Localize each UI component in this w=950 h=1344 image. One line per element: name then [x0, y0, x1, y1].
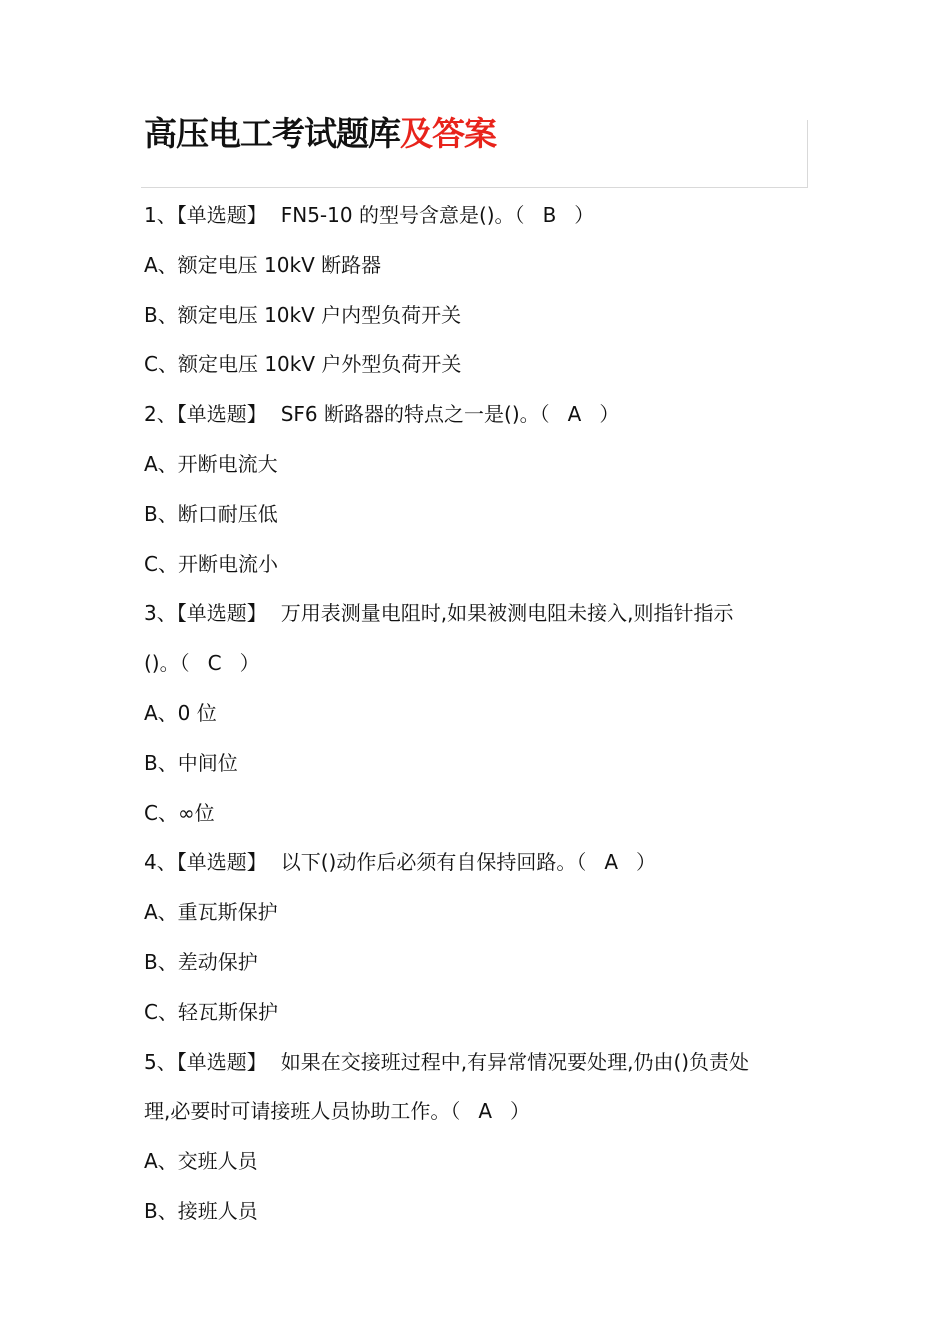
question-2-close: ） [599, 402, 620, 427]
question-5-option-b: B、接班人员 [144, 1198, 258, 1223]
question-1-option-a: A、额定电压 10kV 断路器 [144, 252, 382, 277]
question-3-stem [144, 589, 814, 639]
question-3-text-cont: ()。（ [144, 651, 190, 676]
question-3-stem-cont [144, 639, 814, 689]
question-2-answer: A [567, 402, 582, 427]
title-accent: 及答案 [400, 114, 496, 153]
question-4-option-a: A、重瓦斯保护 [144, 900, 278, 925]
question-list [144, 191, 814, 1237]
question-5-answer: A [478, 1099, 493, 1124]
question-2-option-a: A、开断电流大 [144, 451, 278, 476]
question-4-option-c: C、轻瓦斯保护 [144, 999, 278, 1024]
title-main: 高压电工考试题库 [144, 114, 400, 153]
question-4-prefix: 4、【单选题】 [144, 850, 267, 875]
question-2-option-c: C、开断电流小 [144, 551, 278, 576]
question-5-prefix: 5、【单选题】 [144, 1049, 267, 1074]
question-2-text: SF6 断路器的特点之一是()。（ [280, 402, 550, 427]
question-4-option-b: B、差动保护 [144, 949, 258, 974]
question-4-text: 以下()动作后必须有自保持回路。（ [280, 850, 587, 875]
question-1-stem [144, 191, 814, 241]
question-1-close: ） [574, 203, 595, 227]
question-3-text: 万用表测量电阻时,如果被测电阻未接入,则指针指示 [280, 601, 734, 626]
question-3-close: ） [239, 651, 260, 676]
question-5-option-a: A、交班人员 [144, 1149, 258, 1174]
question-5-text: 如果在交接班过程中,有异常情况要处理,仍由()负责处 [280, 1049, 750, 1074]
question-5-stem [144, 1038, 814, 1088]
question-2-prefix: 2、【单选题】 [144, 402, 267, 427]
question-1-text: FN5-10 的型号含意是()。（ [280, 203, 525, 227]
question-1-answer: B [542, 203, 557, 227]
title-box [141, 114, 808, 188]
page-title [144, 114, 496, 154]
question-5-stem-cont [144, 1087, 814, 1137]
question-3-option-c: C、∞位 [144, 800, 215, 825]
question-4-stem [144, 838, 814, 888]
question-3-option-a: A、0 位 [144, 700, 217, 725]
question-5-close: ） [510, 1099, 531, 1124]
question-2-stem [144, 390, 814, 440]
question-1-prefix: 1、【单选题】 [144, 203, 267, 227]
question-2-option-b: B、断口耐压低 [144, 501, 278, 526]
question-1-option-b: B、额定电压 10kV 户内型负荷开关 [144, 302, 462, 327]
question-3-answer: C [207, 651, 222, 676]
question-3-option-b: B、中间位 [144, 750, 238, 775]
question-4-answer: A [604, 850, 619, 875]
question-3-prefix: 3、【单选题】 [144, 601, 267, 626]
question-1-option-c: C、额定电压 10kV 户外型负荷开关 [144, 352, 462, 377]
question-4-close: ） [636, 850, 657, 875]
question-5-text-cont: 理,必要时可请接班人员协助工作。（ [144, 1099, 461, 1124]
